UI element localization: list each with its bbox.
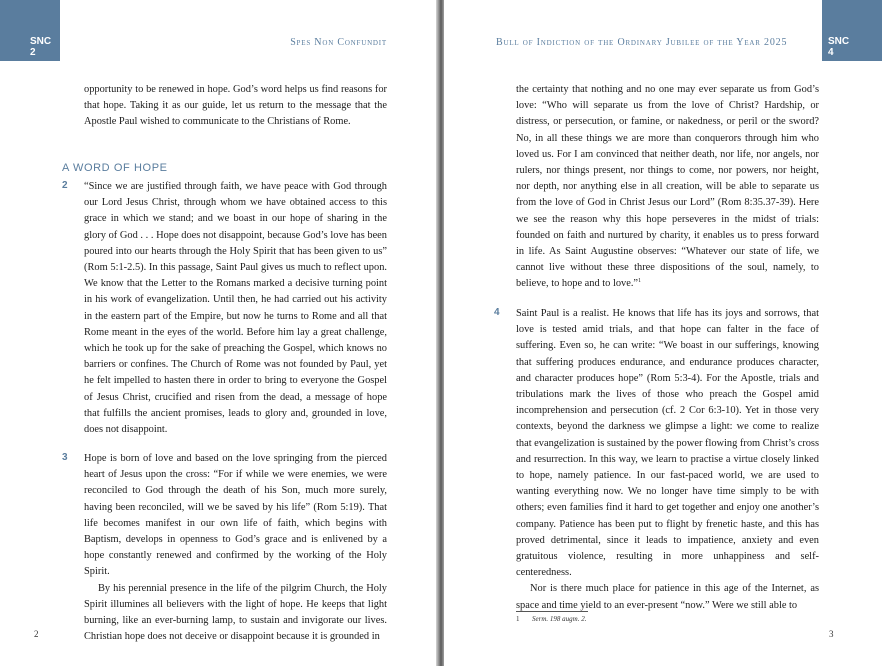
paragraph-number: 4 [494,307,500,318]
paragraph-number: 2 [62,180,68,191]
left-page [0,0,438,666]
page-number: 2 [34,629,39,639]
continuation-paragraph [516,82,819,293]
running-head: Bull of Indiction of the Ordinary Jubilee of the Year 2025 [496,37,788,48]
footnote-text: Serm. 198 augm. 2. [532,615,587,623]
paragraph-number: 3 [62,452,68,463]
footnote-divider [516,611,588,612]
paragraph-2 [84,179,387,438]
opening-text: opportunity to be renewed in hope. God’s word helps us find reasons for that hope. Taking it as our guide, let us return to the message that the Apostle Paul wished to communicate to the Christians of Rome. [84,84,387,128]
continuation-text: the certainty that nothing and no one may ever separate us from God’s love: “Who will separate us from the love of Christ? Hardship, or distress, or persecution, or famine, or nakedness, or peril or the sword? No, in all these things we are more than conquerors through him who loved us. For I am convinced that neither death, nor life, nor angels, nor rulers, nor things present, nor things to come, nor powers, nor height, nor depth, nor anything else in all creation, will be able to separate us from the love of God in Christ Jesus our Lord” (Rom 8:35.37-39). Here we see the reason why this hope perseveres in the midst of trials: founded on faith and nurtured by charity, it enables us to press forward in life. As Saint Augustine observes: “Whatever our state of life, we cannot live without these three dispositions of the soul, namely, to believe, to hope and to love.” [516,84,819,290]
footnote-number: 1 [516,615,520,623]
paragraph-4-continuation: Nor is there much place for patience in this age of the Internet, as space and time yield to an ever-present “now.” Were we still able to [516,583,819,611]
tab-page-number: 4 [828,47,834,58]
tab-abbreviation: SNC [30,36,52,47]
page-number: 3 [829,629,834,639]
paragraph-4 [516,306,819,614]
paragraph-2-text: “Since we are justified through faith, we have peace with God through our Lord Jesus Christ, through whom we have obtained access to this grace in which we stand; and we boast in our hope of sharing in the glory of God . . . Hope does not disappoint, because God’s love has been poured into our hearts through the Holy Spirit that has been given to us” (Rom 5:1-2.5). In this passage, Saint Paul gives us much to reflect upon. We know that the Letter to the Romans marked a decisive turning point in his work of evangelization. Until then, he had carried out his activity in the eastern part of the Empire, but now he turns to Rome and all that Rome meant in the eyes of the world. Before him lay a great challenge, which he took up for the sake of preaching the Gospel, which knows no barriers or confines. The Church of Rome was not founded by Paul, yet he felt impelled to hasten there in order to bring to everyone the Gospel of Jesus Christ, crucified and risen from the dead, a message of hope that fulfills the ancient promises, leads to glory and, grounded in love, does not disappoint. [84,181,387,436]
paragraph-3 [84,451,387,645]
paragraph-3-continuation: By his perennial presence in the life of the pilgrim Church, the Holy Spirit illumines all believers with the light of hope. He keeps that light burning, like an ever-burning lamp, to sustain and invigorate our lives. Christian hope does not deceive or disappoint because it is grounded in [84,582,387,643]
section-tab[interactable] [0,0,60,61]
paragraph-3-text: Hope is born of love and based on the love springing from the pierced heart of Jesus upon the cross: “For if while we were enemies, we were reconciled to God through the death of his Son, much more surely, having been reconciled, will we be saved by his life” (Rom 5:19). That life becomes manifest in our own life of faith, which begins with Baptism, develops in openness to God’s grace and is enlivened by a hope constantly renewed and confirmed by the working of the Holy Spirit. [84,453,387,578]
right-page [444,0,882,666]
paragraph-4-text: Saint Paul is a realist. He knows that life has its joys and sorrows, that love is tested amid trials, and that hope can falter in the face of suffering. Even so, he can write: “We boast in our sufferings, knowing that suffering produces endurance, and endurance produces character, and character produces hope” (Rom 5:3-4). For the Apostle, trials and tribulations mark the lives of those who preach the Gospel amid incomprehension and persecution (cf. 2 Cor 6:3-10). Yet in those very contexts, beyond the darkness we glimpse a light: we come to realize that evangelization is sustained by the power flowing from Christ’s cross and resurrection. In this way, we learn to practise a virtue closely linked to hope, namely patience. In our fast-paced world, we are used to wanting everything now. We no longer have time simply to be with others; even families find it hard to get together and enjoy one another’s company. Patience has been put to flight by frenetic haste, and this has proved detrimental, since it leads to impatience, anxiety and even gratuitous violence, resulting in more unhappiness and self-centeredness. [516,308,820,579]
section-tab[interactable] [822,0,882,61]
opening-paragraph [84,82,387,131]
footnote [516,615,586,623]
tab-page-number: 2 [30,47,36,58]
footnote-reference[interactable]: 1 [638,278,642,285]
tab-abbreviation: SNC [828,36,850,47]
running-head: Spes Non Confundit [290,37,387,48]
section-heading: A WORD OF HOPE [62,162,168,174]
